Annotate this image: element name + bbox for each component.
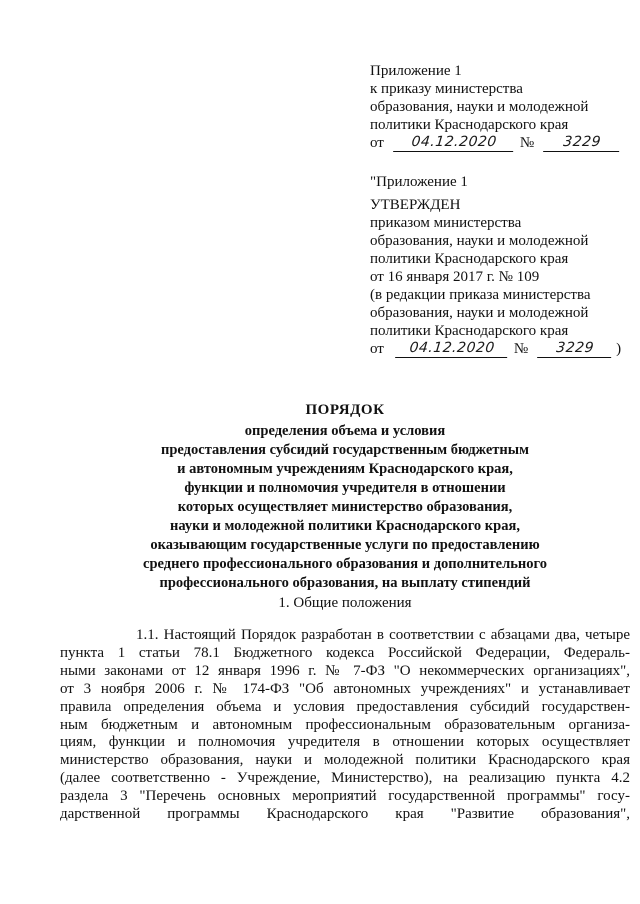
approval-closing-paren: ) bbox=[616, 341, 622, 357]
body-paragraph bbox=[60, 627, 630, 824]
body-line: правила определения объема и условия предоставления субсидий государствен- bbox=[60, 698, 630, 715]
title-line: предоставления субсидий государственным бюджетным bbox=[161, 442, 529, 458]
section-heading: 1. Общие положения bbox=[278, 595, 412, 611]
annex-from-label: от bbox=[370, 135, 384, 151]
title-line: которых осуществляет министерство образования, bbox=[177, 499, 513, 515]
approval-heading: УТВЕРЖДЕН bbox=[370, 197, 461, 213]
approval-line: политики Краснодарского края bbox=[370, 251, 569, 267]
approval-line: образования, науки и молодежной bbox=[370, 305, 589, 321]
approval-line: приказом министерства bbox=[370, 215, 522, 231]
title-line: функции и полномочия учредителя в отношении bbox=[184, 480, 506, 496]
body-line: раздела 3 "Перечень основных мероприятий государственной программы" госу- bbox=[60, 788, 630, 805]
annex-quoted-title: "Приложение 1 bbox=[370, 174, 468, 190]
document-title: ПОРЯДОК bbox=[305, 402, 385, 418]
title-line: среднего профессионального образования и дополнительного bbox=[143, 556, 547, 572]
document-title-block bbox=[60, 401, 630, 593]
body-line: циям, функции и полномочия учредителя в отношении которых осуществляет bbox=[60, 734, 630, 751]
body-line: от 3 ноября 2006 г. № 174-ФЗ "Об автономных учреждениях" и устанавливает bbox=[60, 680, 630, 697]
approval-line: политики Краснодарского края bbox=[370, 323, 569, 339]
body-line: 1.1. Настоящий Порядок разработан в соответствии с абзацами два, четыре bbox=[136, 627, 630, 643]
title-line: определения объема и условия bbox=[244, 423, 446, 439]
body-line: ным бюджетным и автономным профессиональным образовательным организа- bbox=[60, 716, 630, 733]
body-line: министерство образования, науки и молодежной политики Краснодарского края bbox=[60, 752, 630, 769]
title-line: оказывающим государственные услуги по предоставлению bbox=[150, 537, 540, 553]
annex-title: Приложение 1 bbox=[370, 63, 462, 79]
body-line: дарственной программы Краснодарского края "Развитие образования", bbox=[60, 806, 630, 823]
approval-from-label: от bbox=[370, 341, 384, 357]
annex-line: образования, науки и молодежной bbox=[370, 99, 589, 115]
body-line: пункта 1 статьи 78.1 Бюджетного кодекса Российской Федерации, Федераль- bbox=[60, 644, 630, 661]
annex-line: к приказу министерства bbox=[370, 81, 523, 97]
annex-handwritten-date: 04.12.2020 bbox=[393, 135, 515, 152]
body-line: (далее соответственно - Учреждение, Министерство), на реализацию пункта 4.2 bbox=[60, 770, 630, 787]
approval-handwritten-date: 04.12.2020 bbox=[395, 341, 509, 358]
annex-reference-block bbox=[370, 62, 630, 191]
approval-line: образования, науки и молодежной bbox=[370, 233, 589, 249]
title-line: профессионального образования, на выплату стипендий bbox=[159, 575, 531, 591]
approval-block bbox=[370, 196, 630, 358]
approval-date-number-row bbox=[370, 340, 630, 358]
annex-line: политики Краснодарского края bbox=[370, 117, 569, 133]
title-line: науки и молодежной политики Краснодарского края, bbox=[170, 518, 520, 534]
annex-number-label: № bbox=[519, 135, 535, 151]
approval-line: от 16 января 2017 г. № 109 bbox=[370, 269, 540, 285]
approval-handwritten-number: 3229 bbox=[537, 341, 613, 358]
body-line: ными законами от 12 января 1996 г. № 7-ФЗ "О некоммерческих организациях", bbox=[60, 662, 630, 679]
approval-number-label: № bbox=[513, 341, 529, 357]
approval-line: (в редакции приказа министерства bbox=[370, 287, 591, 303]
title-line: и автономным учреждениям Краснодарского края, bbox=[177, 461, 513, 477]
annex-handwritten-number: 3229 bbox=[543, 135, 621, 152]
annex-date-number-row bbox=[370, 134, 630, 152]
